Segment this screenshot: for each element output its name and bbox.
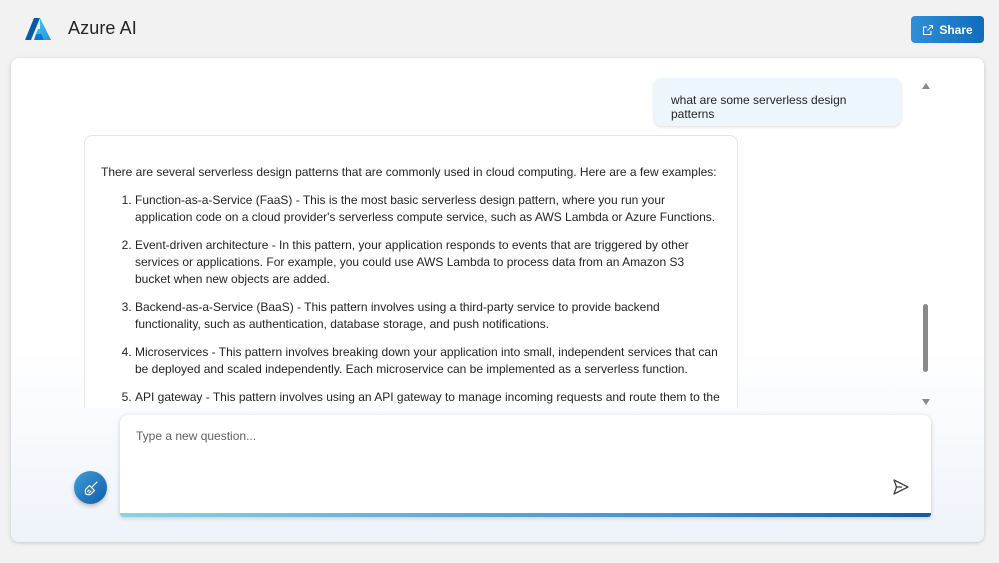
app-title: Azure AI	[68, 18, 137, 38]
list-item: 1. Function-as-a-Service (FaaS) - This is the most basic serverless design pattern, where you run your application code on a cloud provider's serverless compute service, such as AWS Lambda or Azure Functions.	[135, 192, 721, 226]
broom-icon	[83, 480, 99, 496]
list-item: 3. Backend-as-a-Service (BaaS) - This pattern involves using a third-party service to provide backend functionality, such as authentication, database storage, and push notifications.	[135, 299, 721, 333]
share-label: Share	[939, 22, 973, 37]
chat-panel	[11, 58, 984, 542]
list-item: 2. Event-driven architecture - In this pattern, your application responds to events that are triggered by other services or applications. For example, you could use AWS Lambda to process data from an Amazon S3 bucket when new objects are added.	[135, 237, 721, 288]
question-input[interactable]	[120, 415, 931, 511]
list-item: 4. Microservices - This pattern involves breaking down your application into small, independent services that can be deployed and scaled independently. Each microservice can be implemented as a serverless function.	[135, 344, 721, 378]
share-button[interactable]	[911, 16, 984, 43]
scroll-thumb[interactable]	[923, 304, 928, 372]
assistant-message	[84, 135, 738, 408]
input-accent-bar	[120, 513, 931, 517]
send-button[interactable]	[891, 477, 911, 497]
chat-history[interactable]	[31, 78, 921, 408]
user-message: what are some serverless design patterns	[654, 78, 901, 126]
assistant-intro: There are several serverless design patterns that are commonly used in cloud computing. Here are a few examples:	[101, 165, 717, 179]
chat-scrollbar[interactable]	[918, 80, 934, 408]
scroll-down-arrow-icon[interactable]	[922, 399, 930, 405]
share-icon	[922, 24, 934, 36]
clear-chat-button[interactable]	[74, 471, 107, 504]
azure-logo-icon	[25, 17, 51, 41]
send-icon	[891, 477, 911, 497]
scroll-up-arrow-icon[interactable]	[922, 83, 930, 89]
assistant-list	[101, 192, 721, 406]
list-item: 5. API gateway - This pattern involves using an API gateway to manage incoming requests and route them to the	[135, 389, 721, 406]
question-box	[120, 415, 931, 517]
app-header	[0, 0, 999, 58]
